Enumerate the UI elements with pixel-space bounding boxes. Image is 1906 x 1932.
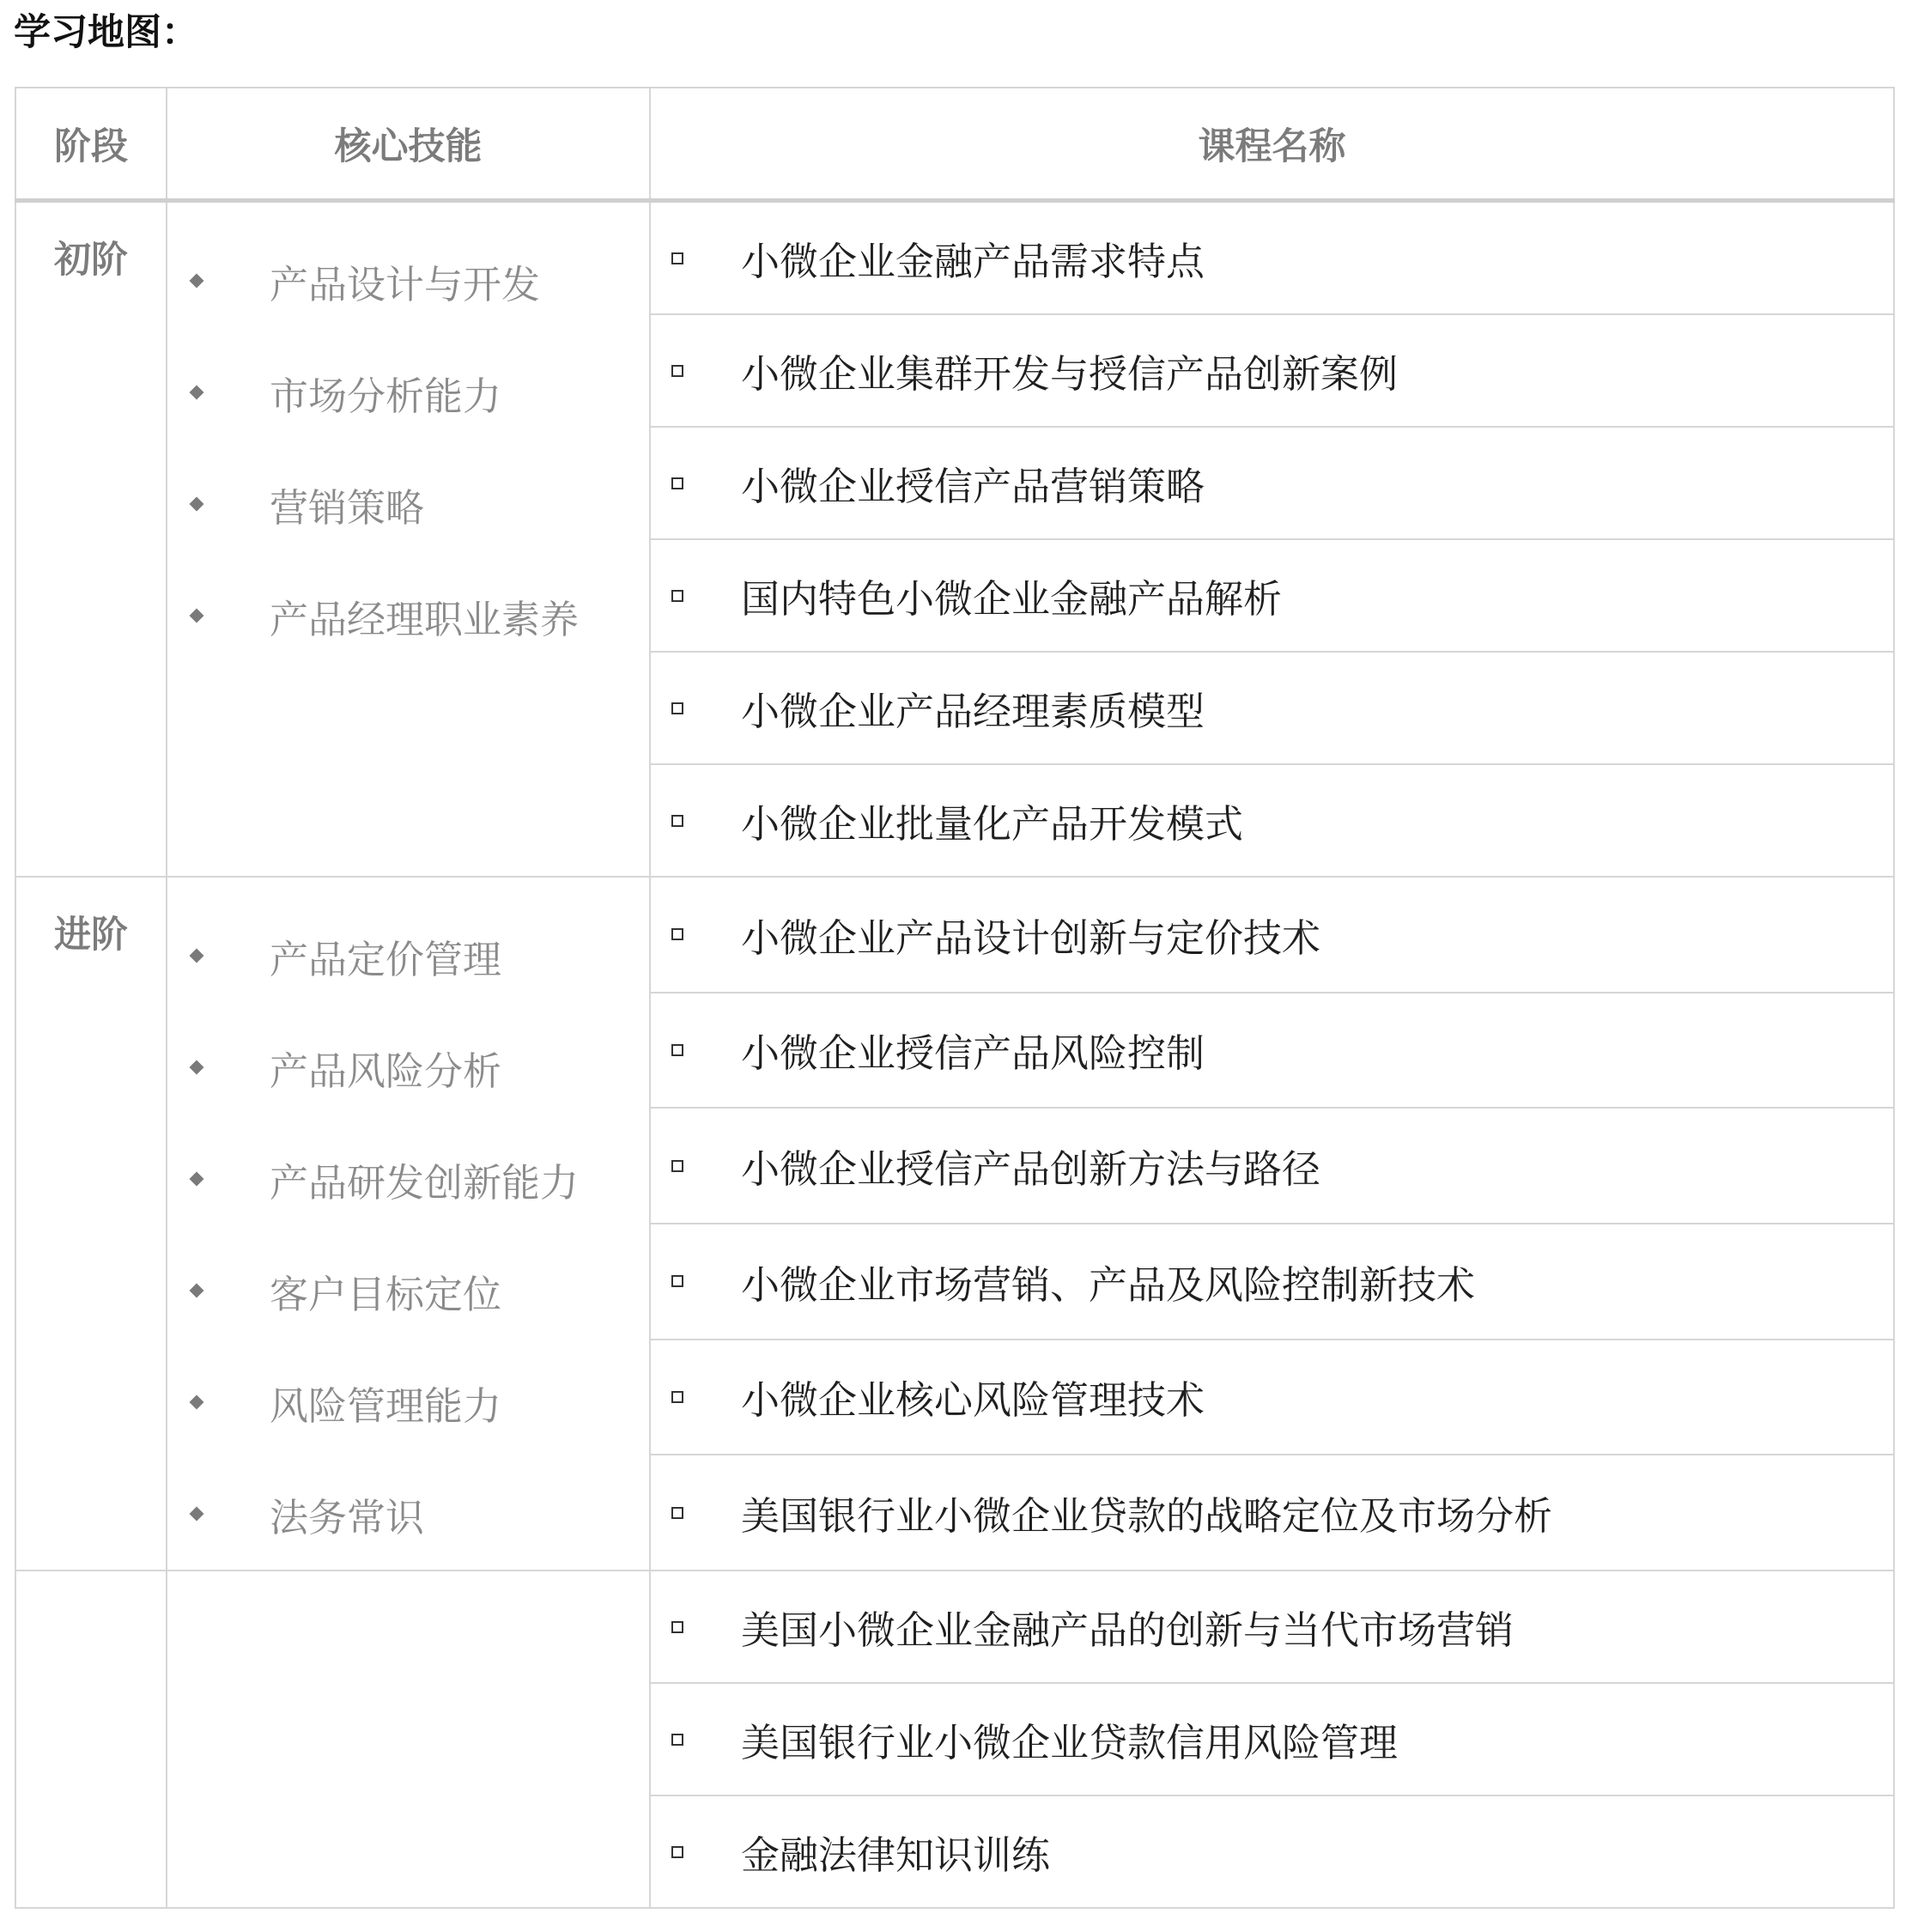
square-bullet-icon	[671, 365, 683, 377]
skill-item	[167, 1458, 649, 1570]
square-bullet-icon	[671, 1044, 683, 1056]
square-bullet-icon	[671, 252, 683, 264]
course-name: 小微企业集群开发与授信产品创新案例	[741, 351, 1399, 397]
diamond-bullet-icon	[190, 1060, 204, 1075]
course-cell	[650, 764, 1894, 877]
square-bullet-icon	[671, 928, 683, 940]
course-name: 美国小微企业金融产品的创新与当代市场营销	[741, 1607, 1514, 1653]
course-item	[651, 793, 1893, 848]
course-item	[651, 343, 1893, 398]
square-bullet-icon	[671, 477, 683, 489]
diamond-bullet-icon	[190, 1395, 204, 1410]
square-bullet-icon	[671, 1846, 683, 1858]
table-row	[15, 877, 1894, 993]
course-cell	[650, 201, 1894, 315]
stage-cell	[15, 201, 167, 878]
square-bullet-icon	[671, 590, 683, 602]
square-bullet-icon	[671, 1734, 683, 1746]
course-name: 小微企业产品经理素质模型	[741, 689, 1205, 734]
skills-list	[167, 203, 649, 671]
square-bullet-icon	[671, 1391, 683, 1403]
course-cell	[650, 1571, 1894, 1683]
course-item	[651, 1824, 1893, 1880]
course-item	[651, 1369, 1893, 1425]
skill-item	[167, 337, 649, 448]
stage-label	[16, 1571, 166, 1607]
course-item	[651, 907, 1893, 963]
diamond-bullet-icon	[190, 1507, 204, 1522]
course-name: 小微企业授信产品营销策略	[741, 464, 1205, 509]
course-cell	[650, 539, 1894, 652]
skills-cell	[167, 1571, 650, 1908]
square-bullet-icon	[671, 702, 683, 714]
course-name: 小微企业市场营销、产品及风险控制新技术	[741, 1261, 1476, 1308]
stage-label: 进阶	[54, 914, 128, 957]
table-row	[15, 1571, 1894, 1683]
square-bullet-icon	[671, 1507, 683, 1519]
stage-cell	[15, 1571, 167, 1908]
skill-item	[167, 1235, 649, 1346]
course-item	[651, 680, 1893, 736]
course-name: 美国银行业小微企业贷款的战略定位及市场分析	[741, 1493, 1553, 1540]
square-bullet-icon	[671, 1160, 683, 1172]
course-cell	[650, 1683, 1894, 1795]
page-title: 学习地图：	[14, 11, 198, 54]
course-item	[651, 1599, 1893, 1655]
skill-text: 产品研发创新能力	[270, 1159, 580, 1206]
header-core-skills: 核心技能	[167, 88, 650, 201]
skill-text: 市场分析能力	[270, 373, 502, 419]
skill-text: 法务常识	[270, 1494, 425, 1540]
course-name: 国内特色小微企业金融产品解析	[741, 576, 1283, 622]
diamond-bullet-icon	[190, 609, 204, 623]
course-item	[651, 455, 1893, 511]
skill-item	[167, 1123, 649, 1235]
skills-list	[167, 1571, 649, 1594]
course-item	[651, 1711, 1893, 1767]
course-name: 金融法律知识训练	[741, 1832, 1051, 1878]
course-item	[651, 230, 1893, 286]
skills-cell	[167, 201, 650, 878]
skill-item	[167, 225, 649, 337]
skills-list	[167, 878, 649, 1570]
course-name: 小微企业核心风险管理技术	[741, 1377, 1205, 1424]
course-cell	[650, 1795, 1894, 1908]
skill-item	[167, 448, 649, 560]
course-name: 小微企业授信产品风险控制	[741, 1030, 1205, 1077]
skill-text: 产品经理职业素养	[270, 596, 580, 642]
course-name: 小微企业金融产品需求特点	[741, 239, 1205, 284]
skills-cell	[167, 877, 650, 1571]
course-item	[651, 1485, 1893, 1540]
course-item	[651, 1022, 1893, 1078]
skill-item	[167, 1012, 649, 1123]
course-cell	[650, 652, 1894, 764]
skill-text: 产品定价管理	[270, 936, 502, 982]
course-item	[651, 1138, 1893, 1194]
stage-label: 初阶	[54, 239, 128, 282]
skill-item	[167, 560, 649, 671]
square-bullet-icon	[671, 1275, 683, 1287]
course-cell	[650, 877, 1894, 993]
course-cell	[650, 1108, 1894, 1224]
diamond-bullet-icon	[190, 1284, 204, 1298]
course-cell	[650, 1455, 1894, 1571]
diamond-bullet-icon	[190, 1172, 204, 1187]
skill-text: 产品设计与开发	[270, 261, 541, 307]
course-cell	[650, 1340, 1894, 1455]
diamond-bullet-icon	[190, 497, 204, 512]
skill-text: 客户目标定位	[270, 1271, 502, 1317]
table-row	[15, 201, 1894, 315]
course-name: 美国银行业小微企业贷款信用风险管理	[741, 1720, 1399, 1765]
square-bullet-icon	[671, 815, 683, 827]
square-bullet-icon	[671, 1621, 683, 1633]
skill-text: 产品风险分析	[270, 1048, 502, 1094]
header-course-name: 课程名称	[650, 88, 1894, 201]
learning-map-table	[15, 87, 1895, 1909]
course-cell	[650, 1224, 1894, 1340]
course-cell	[650, 993, 1894, 1109]
header-stage: 阶段	[15, 88, 167, 201]
course-item	[651, 1254, 1893, 1309]
skill-item	[167, 900, 649, 1012]
table-body	[15, 201, 1894, 1909]
skill-item	[167, 1346, 649, 1458]
skill-text: 风险管理能力	[270, 1382, 502, 1429]
course-cell	[650, 427, 1894, 539]
diamond-bullet-icon	[190, 949, 204, 963]
course-name: 小微企业授信产品创新方法与路径	[741, 1146, 1321, 1193]
diamond-bullet-icon	[190, 386, 204, 400]
course-item	[651, 568, 1893, 623]
course-cell	[650, 314, 1894, 427]
course-name: 小微企业批量化产品开发模式	[741, 801, 1244, 847]
stage-cell	[15, 877, 167, 1571]
course-name: 小微企业产品设计创新与定价技术	[741, 914, 1321, 961]
skill-text: 营销策略	[270, 484, 425, 531]
diamond-bullet-icon	[190, 274, 204, 289]
table-header-row	[15, 88, 1894, 201]
